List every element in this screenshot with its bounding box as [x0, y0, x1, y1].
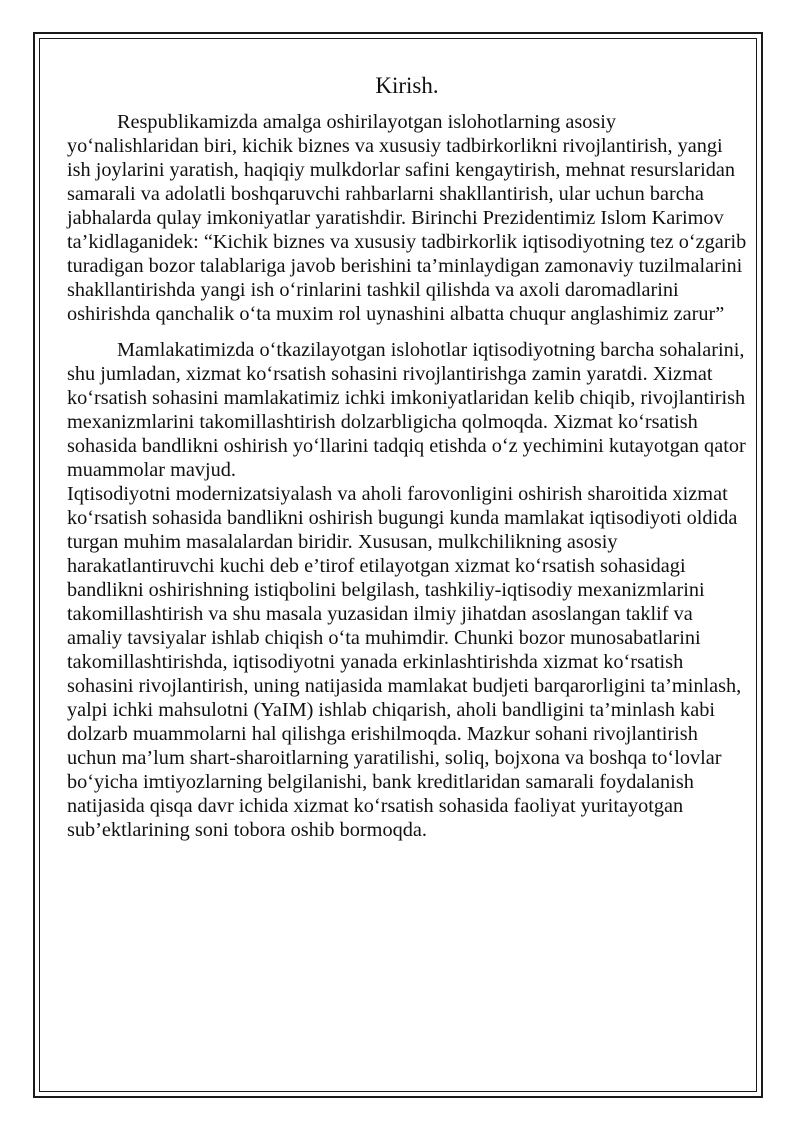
paragraph-reforms: Mamlakatimizda o‘tkazilayotgan islohotlar iqtisodiyotning barcha sohalarini, shu jumladan, xizmat ko‘rsatish sohasini rivojlantirishga zamin yaratdi. Xizmat ko‘rsatish sohasini mamlakatimiz ichki imkoniyatlaridan kelib chiqib, rivojlantirish mexanizmlarini takomillashtirish dolzarbligicha qolmoqda. Xizmat ko‘rsatish sohasida bandlikni oshirish yo‘llarini tadqiq etishda o‘z yechimini kutayotgan qator muammolar mavjud. — [67, 339, 746, 481]
paragraph-intro: Respublikamizda amalga oshirilayotgan islohotlarning asosiy yo‘nalishlaridan biri, kichik biznes va xususiy tadbirkorlikni rivojlantirish, yangi ish joylarini yaratish, haqiqiy mulkdorlar safini kengaytirish, mehnat resurslaridan samarali va adolatli boshqaruvchi rahbarlarni shakllantirish, ular uchun barcha jabhalarda qulay imkoniyatlar yaratishdir. Birinchi Prezidentimiz Islom Karimov ta’kidlaganidek: “Kichik biznes va xususiy tadbirkorlik iqtisodiyotning tez o‘zgarib turadigan bozor talablariga javob berishini ta’minlaydigan zamonaviy tuzilmalarini shakllantirishda yangi ish o‘rinlarini tashkil qilishda va axoli daromadlarini oshirishda qanchalik o‘ta muxim rol uynashini albatta chuqur anglashimiz zarur” — [67, 111, 747, 325]
document-title: Kirish. — [375, 73, 439, 98]
document-body — [67, 72, 747, 842]
paragraph-modernization: Iqtisodiyotni modernizatsiyalash va aholi farovonligini oshirish sharoitida xizmat ko‘rsatish sohasida bandlikni oshirish bugungi kunda mamlakat iqtisodiyoti oldida turgan muhim masalalardan biridir. Xususan, mulkchilikning asosiy harakatlantiruvchi kuchi deb e’tirof etilayotgan xizmat ko‘rsatish sohasidagi bandlikni oshirishning istiqbolini belgilash, tashkiliy-iqtisodiy mexanizmlarini takomillashtirish va shu masala yuzasidan ilmiy jihatdan asoslangan taklif va amaliy tavsiyalar ishlab chiqish o‘ta muhimdir. Chunki bozor munosabatlarini takomillashtirishda, iqtisodiyotni yanada erkinlashtirishda xizmat ko‘rsatish sohasini rivojlantirish, uning natijasida mamlakat budjeti barqarorligini ta’minlash, yalpi ichki mahsulotni (YaIM) ishlab chiqarish, aholi bandligini ta’minlash kabi dolzarb muammolarni hal qilishga erishilmoqda. Mazkur sohani rivojlantirish uchun ma’lum shart-sharoitlarning yaratilishi, soliq, bojxona va boshqa to‘lovlar bo‘yicha imtiyozlarning belgilanishi, bank kreditlaridan samarali foydalanish natijasida qisqa davr ichida xizmat ko‘rsatish sohasida faoliyat yuritayotgan sub’ektlarining soni tobora oshib bormoqda. — [67, 483, 742, 841]
